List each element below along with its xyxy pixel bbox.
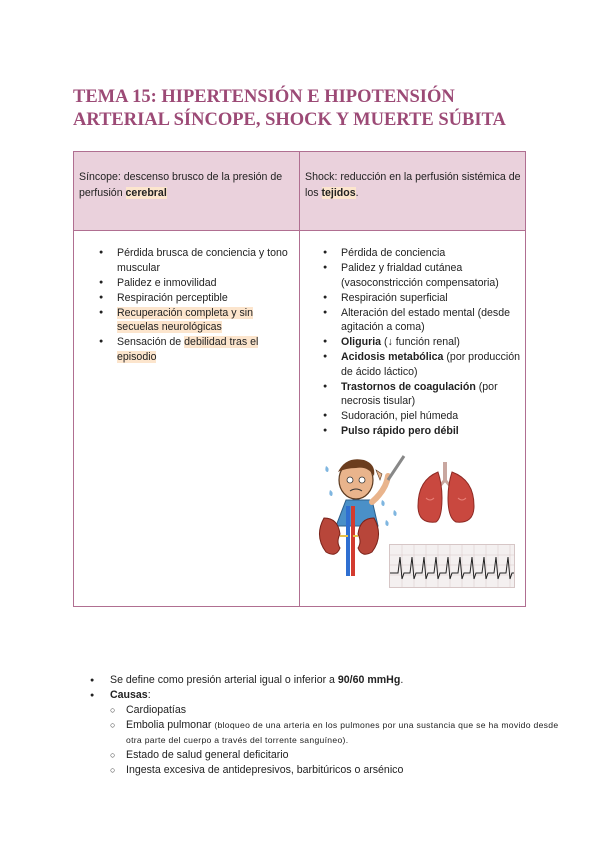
lungs-illustration: [412, 458, 482, 528]
list-item: [96, 306, 296, 335]
list-item: [96, 335, 296, 364]
comparison-table: [73, 151, 526, 607]
list-item: ○ Cardiopatías: [110, 703, 560, 718]
list-item: ○ Estado de salud general deficitario: [110, 748, 560, 763]
item-text: (↓ función renal): [381, 336, 460, 349]
highlighted-text: debilidad tras el episodio: [117, 336, 259, 363]
shock-definition: Shock: reducción en la perfusión sistémica de los: [305, 171, 521, 199]
list-item: [320, 350, 520, 379]
item-text: (por producción de ácido láctico): [341, 351, 521, 378]
item-text: Embolia pulmonar: [126, 719, 215, 731]
hypotension-notes: [90, 673, 560, 778]
sincope-keyword: cerebral: [125, 186, 167, 199]
item-text: Sensación de: [117, 336, 185, 349]
shock-keyword: tejidos: [321, 186, 356, 199]
bold-term: Acidosis metabólica: [341, 351, 444, 364]
list-item: [110, 718, 560, 748]
bold-term: Trastornos de coagulación: [341, 380, 476, 393]
list-item: ● Respiración perceptible: [96, 291, 296, 306]
sincope-header: [79, 170, 295, 201]
list-item: ● Pérdida brusca de conciencia y tono muscular: [96, 246, 296, 275]
ecg-strip-image: [389, 544, 515, 588]
item-text: (por necrosis tisular): [341, 380, 498, 408]
shock-header: [305, 170, 521, 201]
item-text: .: [400, 674, 404, 686]
list-item: ● Alteración del estado mental (desde agitación a coma): [320, 306, 520, 335]
sincope-definition: Síncope: descenso brusco de la presión de perfusión: [79, 171, 283, 199]
page-title: TEMA 15: HIPERTENSIÓN E HIPOTENSIÓN ARTERIAL SÍNCOPE, SHOCK Y MUERTE SÚBITA: [73, 87, 506, 130]
bold-term: 90/60 mmHg: [337, 674, 401, 686]
list-item: [320, 380, 520, 409]
list-item: ● Palidez e inmovilidad: [96, 276, 296, 291]
sincope-symptom-list: [96, 246, 296, 365]
list-item: ● Sudoración, piel húmeda: [320, 409, 520, 424]
list-item: ○ Ingesta excesiva de antidepresivos, barbitúricos o arsénico: [110, 763, 560, 778]
list-item: [90, 673, 560, 688]
item-text: Se define como presión arterial igual o inferior a: [110, 674, 338, 686]
item-text: :: [147, 689, 151, 701]
item-detail: (bloqueo de una arteria en los pulmones por una sustancia que se ha movido desde otra parte del cuerpo a través del torrente sanguíneo).: [126, 720, 559, 745]
list-item: ● Pérdida de conciencia: [320, 246, 520, 261]
causes-list: [110, 703, 560, 778]
list-item: [90, 688, 560, 778]
list-item: ● Respiración superficial: [320, 291, 520, 306]
column-divider: [299, 152, 300, 606]
highlighted-text: Recuperación completa y sin secuelas neurológicas: [117, 306, 254, 334]
list-item: ● Pulso rápido pero débil: [320, 424, 520, 439]
list-item: ● Palidez y frialdad cutánea (vasoconstricción compensatoria): [320, 261, 520, 290]
kidneys-illustration: [316, 506, 382, 576]
causes-label: Causas: [110, 689, 148, 701]
bold-term: Oliguria: [341, 336, 382, 349]
list-item: [320, 335, 520, 350]
shock-definition-end: .: [355, 186, 359, 199]
shock-symptom-list: [320, 246, 520, 439]
